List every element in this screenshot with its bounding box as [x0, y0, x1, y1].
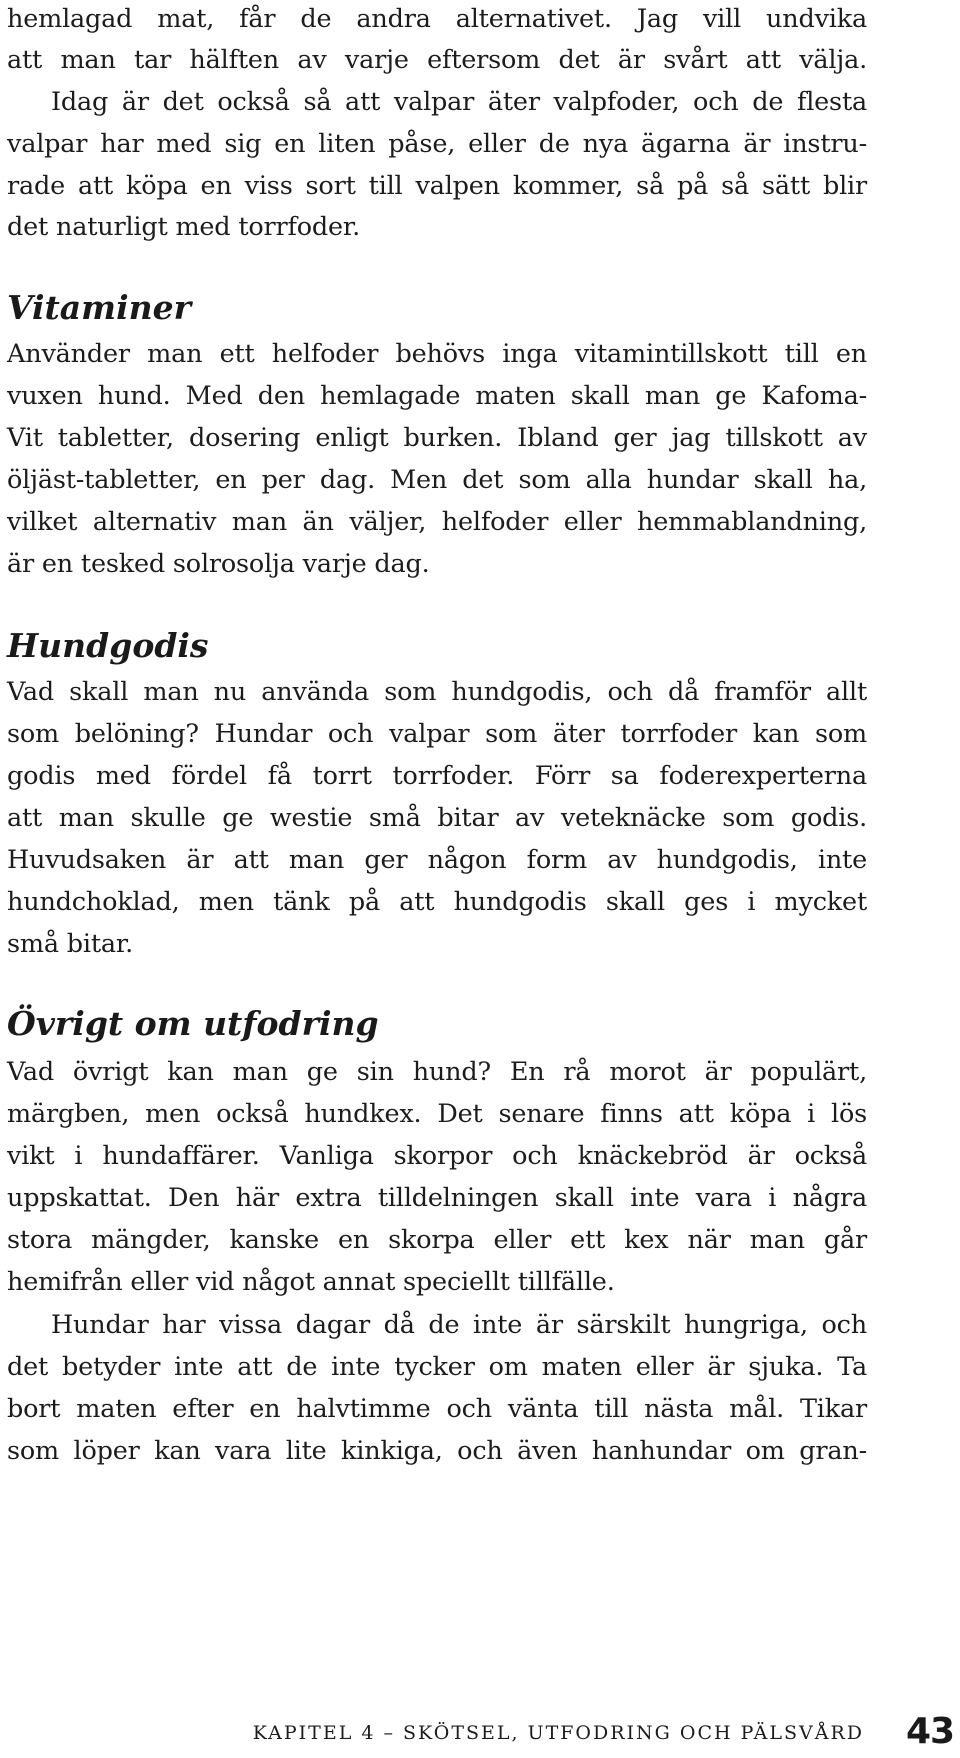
body-text-line: valpar har med sig en liten påse, eller de nya ägarna är instru-	[7, 129, 867, 159]
body-text-line: rade att köpa en viss sort till valpen kommer, så på så sätt blir	[7, 171, 867, 201]
body-text-line: det naturligt med torrfoder.	[7, 212, 361, 242]
body-text-line: godis med fördel få torrt torrfoder. Förr sa foderexperterna	[7, 761, 867, 791]
body-text-line: små bitar.	[7, 929, 133, 959]
body-text-line: hemifrån eller vid något annat speciellt tillfälle.	[7, 1267, 615, 1297]
body-text-line: Vit tabletter, dosering enligt burken. Ibland ger jag tillskott av	[7, 423, 867, 453]
body-text-line: vuxen hund. Med den hemlagade maten skall man ge Kafoma-	[7, 381, 867, 411]
section-heading-hundgodis: Hundgodis	[7, 626, 209, 665]
body-text-line: märgben, men också hundkex. Det senare finns att köpa i lös	[7, 1099, 867, 1129]
body-text-line: öljäst-tabletter, en per dag. Men det som alla hundar skall ha,	[7, 465, 867, 495]
body-text-line: Använder man ett helfoder behövs inga vitamintillskott till en	[7, 339, 867, 369]
body-text-line: som belöning? Hundar och valpar som äter torrfoder kan som	[7, 719, 867, 749]
body-text-line: uppskattat. Den här extra tilldelningen skall inte vara i några	[7, 1183, 867, 1213]
body-text-line: vikt i hundaffärer. Vanliga skorpor och knäckebröd är också	[7, 1141, 867, 1171]
body-text-line: är en tesked solrosolja varje dag.	[7, 549, 430, 579]
body-text-line: det betyder inte att de inte tycker om maten eller är sjuka. Ta	[7, 1352, 867, 1382]
running-footer-chapter: KAPITEL 4 – SKÖTSEL, UTFODRING OCH PÄLSVÅRD	[252, 1722, 864, 1744]
section-heading-ovrigt-om-utfodring: Övrigt om utfodring	[7, 1004, 379, 1043]
body-text-line: Vad övrigt kan man ge sin hund? En rå morot är populärt,	[7, 1057, 867, 1087]
body-text-line: hundchoklad, men tänk på att hundgodis skall ges i mycket	[7, 887, 867, 917]
body-text-line: Idag är det också så att valpar äter valpfoder, och de flesta	[51, 87, 867, 117]
body-text-line: Hundar har vissa dagar då de inte är särskilt hungriga, och	[51, 1310, 867, 1340]
body-text-line: Huvudsaken är att man ger någon form av hundgodis, inte	[7, 845, 867, 875]
body-text-line: vilket alternativ man än väljer, helfoder eller hemmablandning,	[7, 507, 867, 537]
body-text-line: att man skulle ge westie små bitar av veteknäcke som godis.	[7, 803, 867, 833]
body-text-line: bort maten efter en halvtimme och vänta till nästa mål. Tikar	[7, 1394, 867, 1424]
body-text-line: som löper kan vara lite kinkiga, och även hanhundar om gran-	[7, 1436, 867, 1466]
body-text-line: stora mängder, kanske en skorpa eller ett kex när man går	[7, 1225, 867, 1255]
page-number: 43	[906, 1711, 955, 1752]
body-text-line: att man tar hälften av varje eftersom det är svårt att välja.	[7, 45, 867, 75]
body-text-line: hemlagad mat, får de andra alternativet. Jag vill undvika	[7, 4, 867, 34]
body-text-line: Vad skall man nu använda som hundgodis, och då framför allt	[7, 677, 867, 707]
section-heading-vitaminer: Vitaminer	[7, 288, 192, 327]
